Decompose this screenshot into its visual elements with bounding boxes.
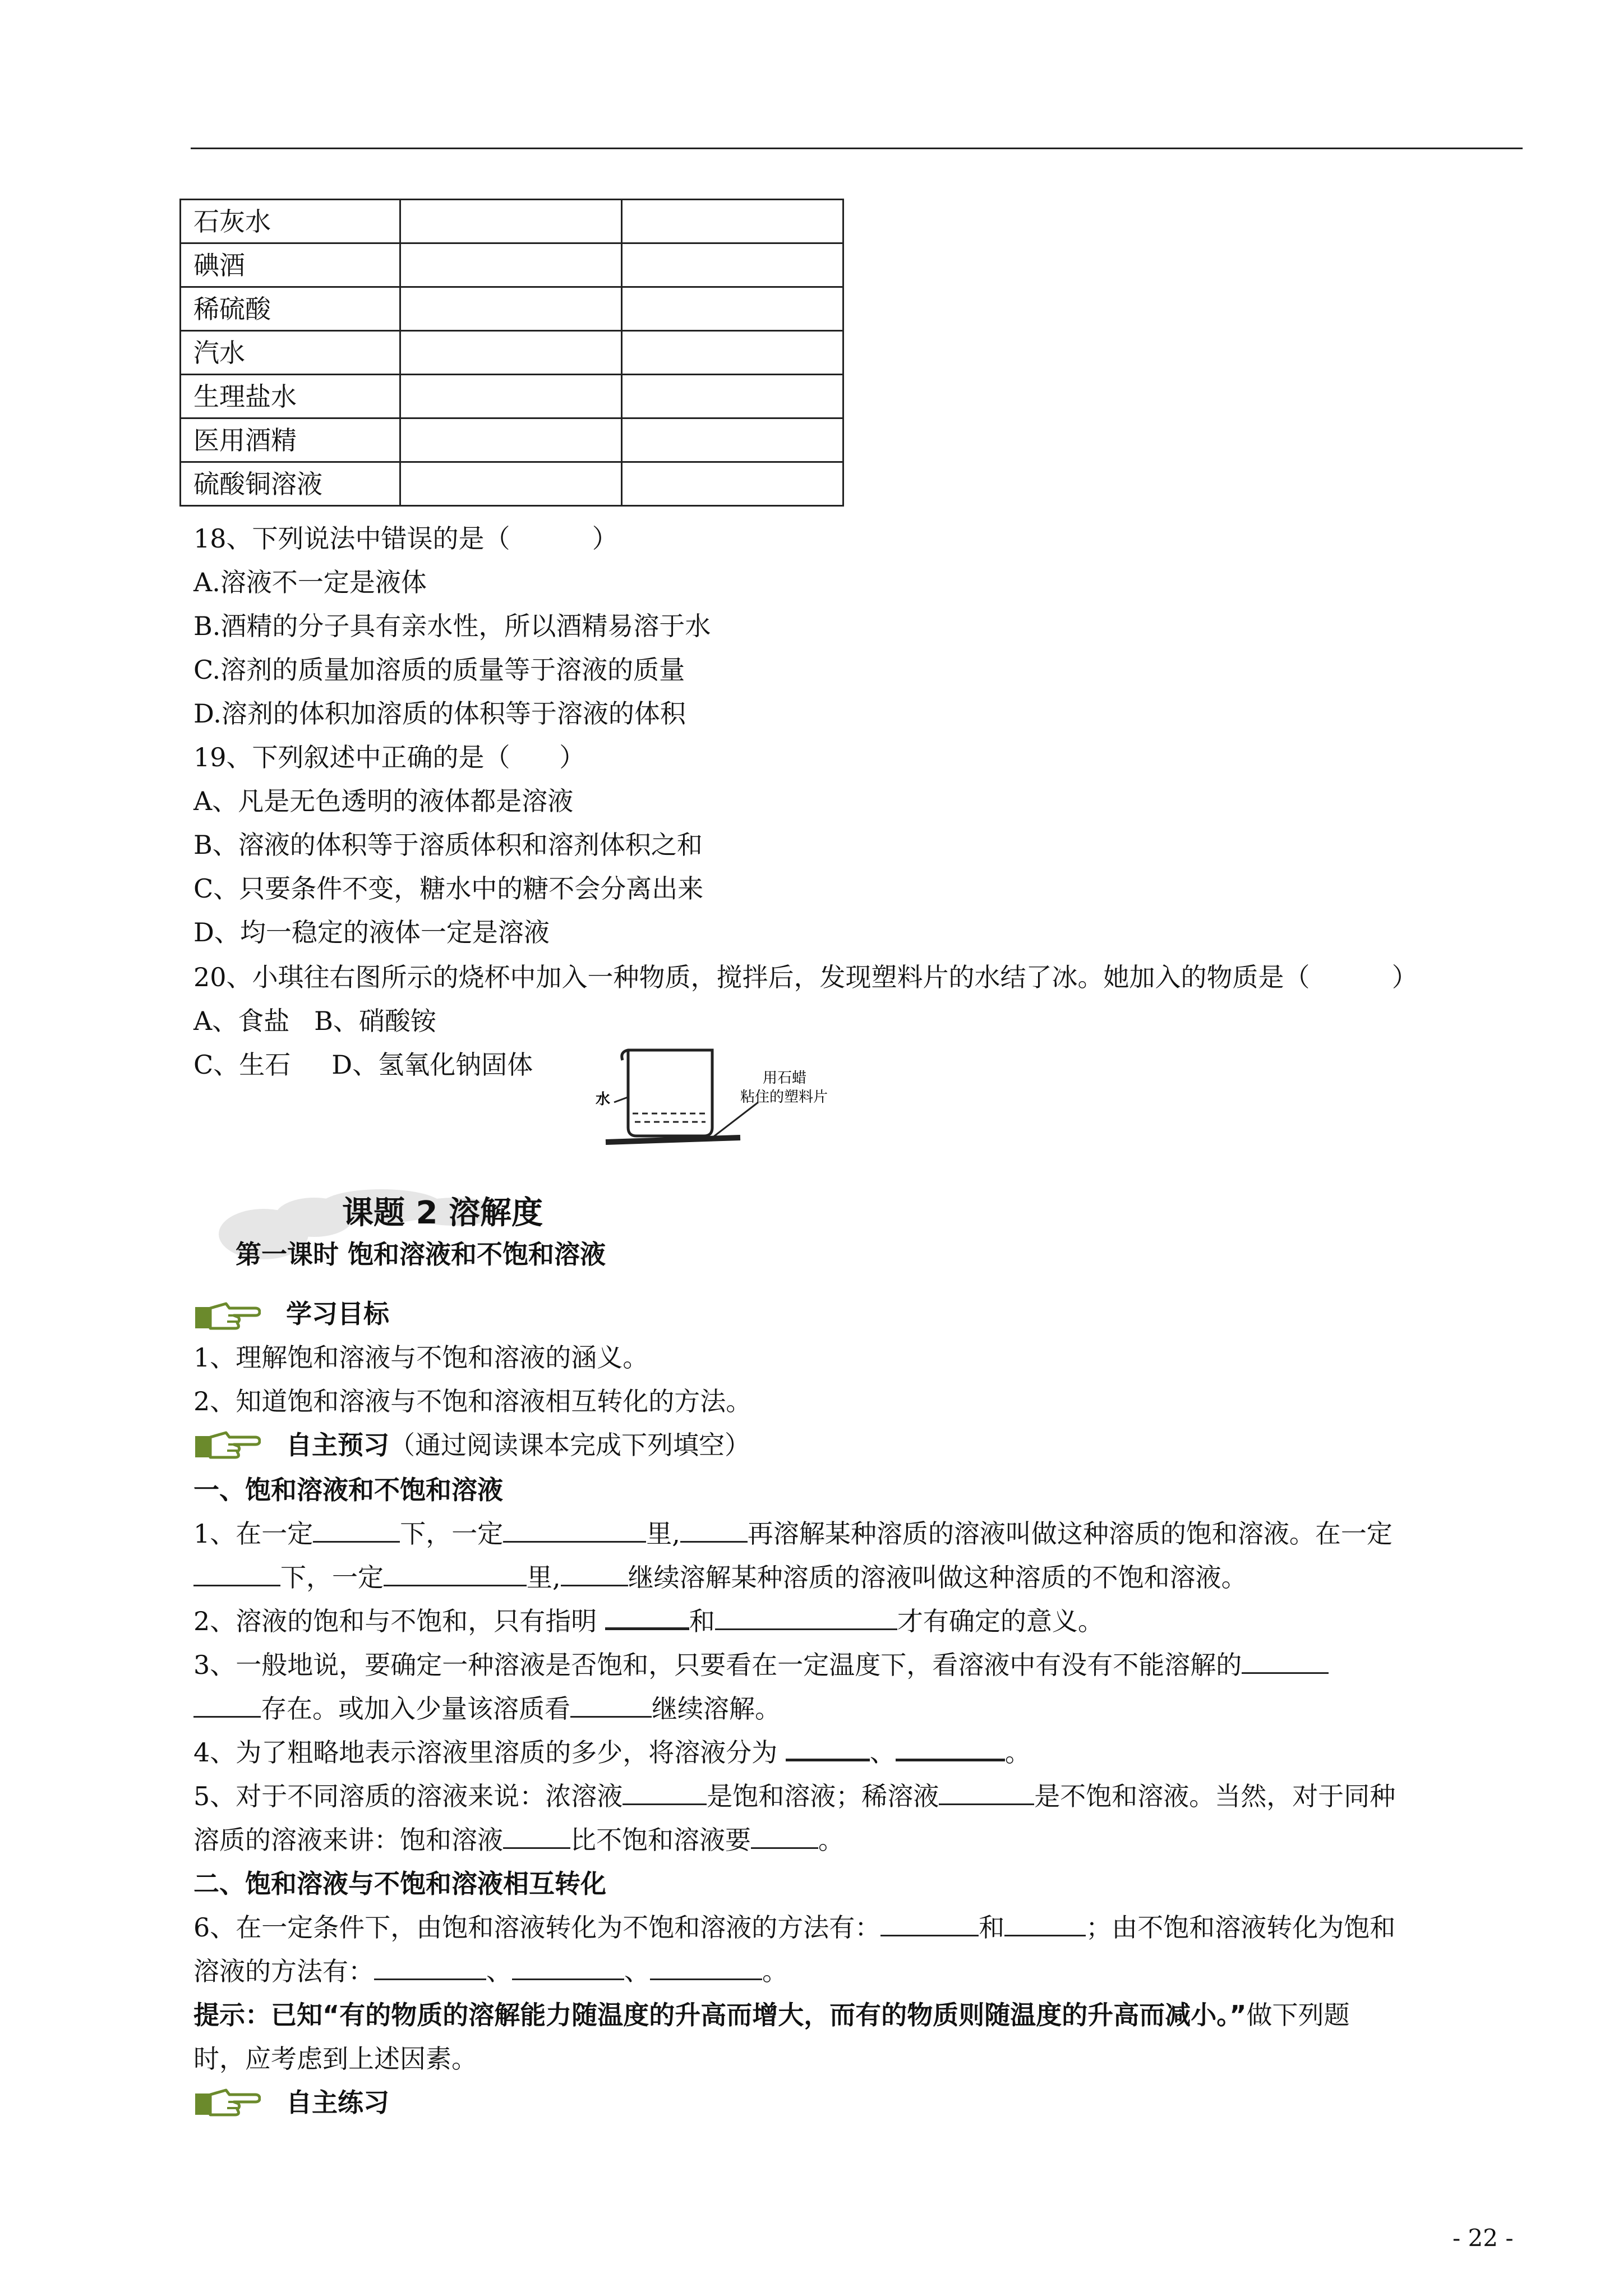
fill-in-question: 溶质的溶液来讲：饱和溶液 比不饱和溶液要 。 bbox=[193, 1825, 844, 1855]
goal-item: 1、理解饱和溶液与不饱和溶液的涵义。 bbox=[193, 1342, 649, 1373]
plastic-label-line1: 用石蜡 bbox=[763, 1070, 807, 1087]
table-cell-blank bbox=[622, 287, 843, 331]
fill-in-question: 4、为了粗略地表示溶液里溶质的多少，将溶液分为 、 。 bbox=[193, 1737, 1031, 1768]
water-label: 水 bbox=[596, 1091, 611, 1108]
table-row bbox=[181, 331, 843, 375]
table-cell-blank bbox=[400, 243, 622, 287]
hint-text: 提示：已知“有的物质的溶解能力随温度的升高而增大，而有的物质则随温度的升高而减小。”做下列题 bbox=[193, 2000, 1350, 2030]
table-cell-blank bbox=[622, 418, 843, 462]
table-cell-blank bbox=[622, 200, 843, 243]
q19-option-d: D、均一稳定的液体一定是溶液 bbox=[193, 917, 550, 947]
header-rule bbox=[191, 148, 1523, 149]
solution-table bbox=[179, 199, 844, 507]
q18-option-a: A.溶液不一定是液体 bbox=[193, 567, 427, 597]
table-row bbox=[181, 418, 843, 462]
q18-option-b: B.酒精的分子具有亲水性，所以酒精易溶于水 bbox=[193, 611, 711, 641]
table-cell-blank bbox=[622, 243, 843, 287]
table-cell-name: 硫酸铜溶液 bbox=[181, 462, 400, 506]
q20-stem: 20、小琪往右图所示的烧杯中加入一种物质，搅拌后，发现塑料片的水结了冰。她加入的物质是（ ） bbox=[193, 962, 1418, 992]
table-cell-blank bbox=[400, 331, 622, 375]
table-cell-blank bbox=[400, 287, 622, 331]
fill-in-question: 6、在一定条件下，由饱和溶液转化为不饱和溶液的方法有： 和 ；由不饱和溶液转化为饱和 bbox=[193, 1912, 1396, 1943]
goal-item: 2、知道饱和溶液与不饱和溶液相互转化的方法。 bbox=[193, 1386, 752, 1416]
table-cell-blank bbox=[622, 375, 843, 418]
table-cell-name: 生理盐水 bbox=[181, 375, 400, 418]
fill-in-question: 5、对于不同溶质的溶液来说：浓溶液 是饱和溶液；稀溶液 是不饱和溶液。当然，对于同种 bbox=[193, 1781, 1396, 1811]
fill-in-question: 1、在一定 下，一定 里, 再溶解某种溶质的溶液叫做这种溶质的饱和溶液。在一定 bbox=[193, 1519, 1393, 1549]
table-row bbox=[181, 462, 843, 506]
preview-heading: 自主预习 bbox=[286, 1430, 389, 1460]
lesson-subtitle: 第一课时 饱和溶液和不饱和溶液 bbox=[236, 1239, 606, 1269]
q19-stem: 19、下列叙述中正确的是（ ） bbox=[193, 742, 585, 772]
table-cell-blank bbox=[622, 462, 843, 506]
part2-heading: 二、饱和溶液与不饱和溶液相互转化 bbox=[193, 1869, 606, 1899]
preview-heading-line bbox=[286, 1428, 750, 1462]
fill-in-question: 溶液的方法有： 、 、 。 bbox=[193, 1956, 788, 1986]
table-cell-blank bbox=[400, 200, 622, 243]
goals-heading: 学习目标 bbox=[286, 1299, 389, 1329]
q18-option-d: D.溶剂的体积加溶质的体积等于溶液的体积 bbox=[193, 698, 686, 729]
q20-options-ab: A、食盐 B、硝酸铵 bbox=[193, 1006, 436, 1036]
fill-in-question: 存在。或加入少量该溶质看 继续溶解。 bbox=[193, 1692, 781, 1726]
table-cell-name: 汽水 bbox=[181, 331, 400, 375]
table-row bbox=[181, 375, 843, 418]
table-cell-blank bbox=[400, 375, 622, 418]
q19-option-a: A、凡是无色透明的液体都是溶液 bbox=[193, 786, 574, 816]
table-cell-blank bbox=[622, 331, 843, 375]
table-cell-name: 石灰水 bbox=[181, 200, 400, 243]
preview-note: （通过阅读课本完成下列填空） bbox=[389, 1430, 750, 1460]
q18-option-c: C.溶剂的质量加溶质的质量等于溶液的质量 bbox=[193, 655, 685, 685]
table-row bbox=[181, 243, 843, 287]
pointing-hand-icon bbox=[193, 1429, 261, 1460]
table-cell-name: 碘酒 bbox=[181, 243, 400, 287]
beaker-figure bbox=[594, 1043, 886, 1150]
table-cell-blank bbox=[400, 462, 622, 506]
fill-in-question: 3、一般地说，要确定一种溶液是否饱和，只要看在一定温度下，看溶液中有没有不能溶解的 bbox=[193, 1648, 1329, 1682]
fill-in-question: 下，一定 里, 继续溶解某种溶质的溶液叫做这种溶质的不饱和溶液。 bbox=[193, 1561, 1247, 1594]
table-row bbox=[181, 287, 843, 331]
lesson-title: 课题 2 溶解度 bbox=[342, 1195, 543, 1231]
q19-option-b: B、溶液的体积等于溶质体积和溶剂体积之和 bbox=[193, 830, 703, 860]
hint-text-continued: 时，应考虑到上述因素。 bbox=[193, 2044, 477, 2074]
q19-option-c: C、只要条件不变，糖水中的糖不会分离出来 bbox=[193, 873, 704, 904]
plastic-label-line2: 粘住的塑料片 bbox=[740, 1089, 828, 1106]
table-cell-name: 稀硫酸 bbox=[181, 287, 400, 331]
page-number: - 22 - bbox=[1453, 2224, 1514, 2252]
pointing-hand-icon bbox=[193, 1300, 261, 1331]
pointing-hand-icon bbox=[193, 2087, 261, 2118]
practice-heading: 自主练习 bbox=[286, 2087, 389, 2118]
q20-options-cd: C、生石 D、氢氧化钠固体 bbox=[193, 1050, 533, 1080]
table-row bbox=[181, 200, 843, 243]
part1-heading: 一、饱和溶液和不饱和溶液 bbox=[193, 1475, 503, 1505]
table-cell-name: 医用酒精 bbox=[181, 418, 400, 462]
table-cell-blank bbox=[400, 418, 622, 462]
fill-in-question: 2、溶液的饱和与不饱和，只有指明 和 才有确定的意义。 bbox=[193, 1606, 1104, 1636]
q18-stem: 18、下列说法中错误的是（ ） bbox=[193, 523, 618, 554]
